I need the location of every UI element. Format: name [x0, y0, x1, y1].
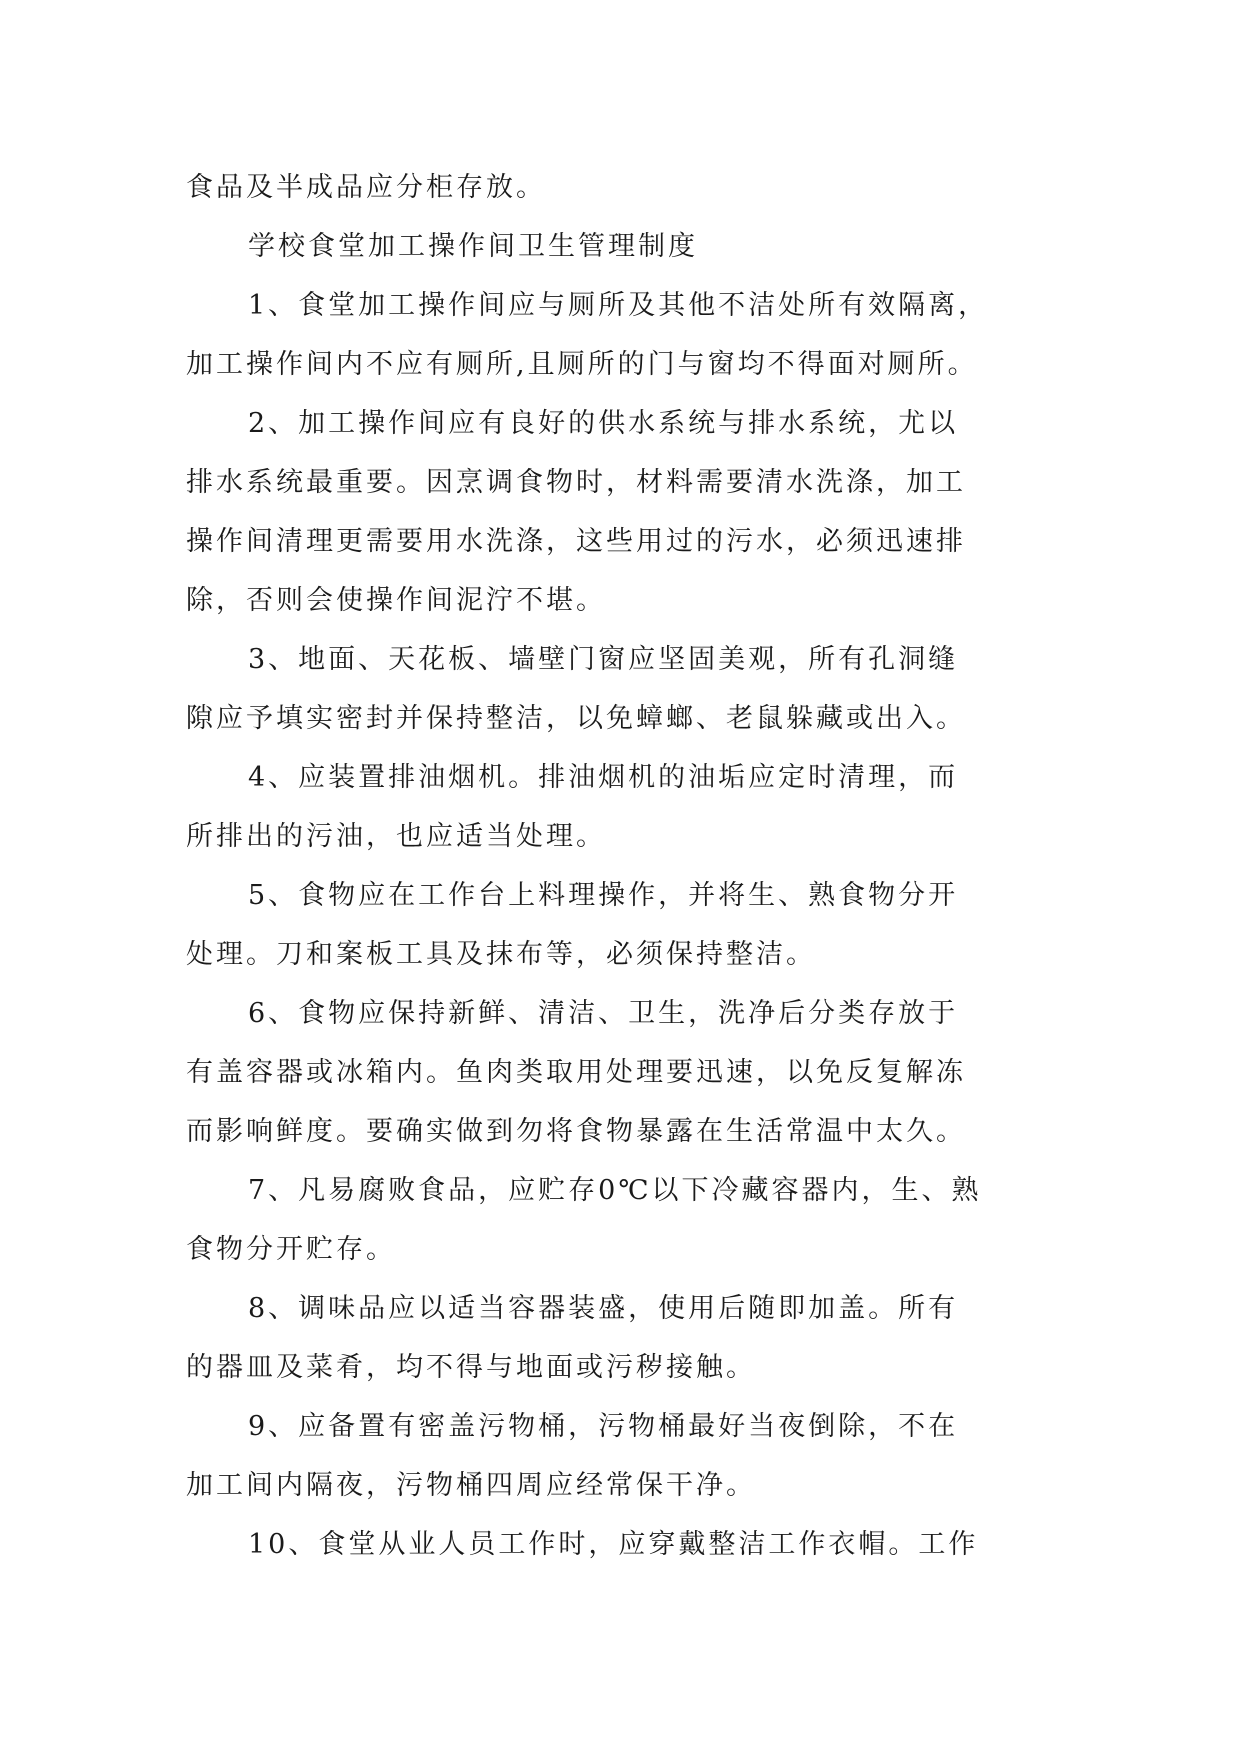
- text-line: 排水系统最重要。因烹调食物时，材料需要清水洗涤，加工: [186, 467, 966, 498]
- text-line: 7、凡易腐败食品，应贮存0℃以下冷藏容器内，生、熟: [248, 1175, 982, 1206]
- text-line: 1、食堂加工操作间应与厕所及其他不洁处所有效隔离，: [248, 290, 989, 321]
- text-line: 食品及半成品应分柜存放。: [186, 172, 546, 203]
- text-line: 有盖容器或冰箱内。鱼肉类取用处理要迅速，以免反复解冻: [186, 1057, 966, 1088]
- text-line: 的器皿及菜肴，均不得与地面或污秽接触。: [186, 1352, 756, 1383]
- section-title: 学校食堂加工操作间卫生管理制度: [248, 231, 698, 262]
- text-line: 除，否则会使操作间泥泞不堪。: [186, 585, 606, 616]
- text-line: 加工操作间内不应有厕所,且厕所的门与窗均不得面对厕所。: [186, 349, 978, 380]
- text-line: 食物分开贮存。: [186, 1234, 396, 1265]
- text-line: 3、地面、天花板、墙壁门窗应坚固美观，所有孔洞缝: [248, 644, 959, 675]
- text-line: 处理。刀和案板工具及抹布等，必须保持整洁。: [186, 939, 816, 970]
- text-line: 加工间内隔夜，污物桶四周应经常保干净。: [186, 1470, 756, 1501]
- text-line: 9、应备置有密盖污物桶，污物桶最好当夜倒除，不在: [248, 1411, 959, 1442]
- text-line: 而影响鲜度。要确实做到勿将食物暴露在生活常温中太久。: [186, 1116, 966, 1147]
- text-line: 隙应予填实密封并保持整洁，以免蟑螂、老鼠躲藏或出入。: [186, 703, 966, 734]
- text-line: 4、应装置排油烟机。排油烟机的油垢应定时清理，而: [248, 762, 959, 793]
- text-line: 6、食物应保持新鲜、清洁、卫生，洗净后分类存放于: [248, 998, 959, 1029]
- document-body: [186, 158, 1066, 1574]
- text-line: 所排出的污油，也应适当处理。: [186, 821, 606, 852]
- text-line: 操作间清理更需要用水洗涤，这些用过的污水，必须迅速排: [186, 526, 966, 557]
- text-line: 5、食物应在工作台上料理操作，并将生、熟食物分开: [248, 880, 959, 911]
- text-line: 2、加工操作间应有良好的供水系统与排水系统，尤以: [248, 408, 959, 439]
- text-line: 8、调味品应以适当容器装盛，使用后随即加盖。所有: [248, 1293, 959, 1324]
- text-line: 10、食堂从业人员工作时，应穿戴整洁工作衣帽。工作: [248, 1529, 979, 1560]
